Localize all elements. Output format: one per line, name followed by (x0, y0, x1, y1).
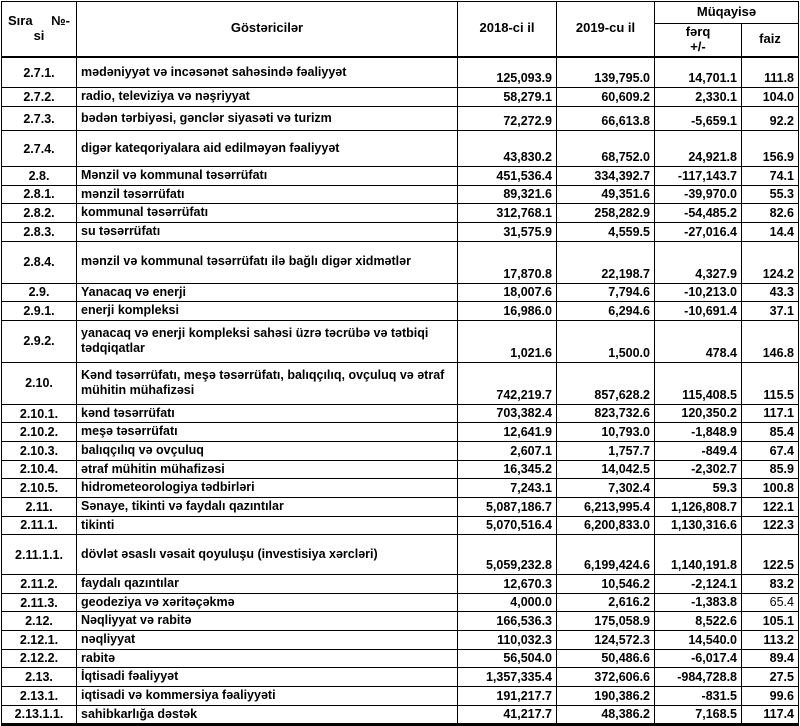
value-diff: 14,701.1 (655, 57, 742, 88)
value-2019: 22,198.7 (557, 241, 655, 283)
column-header-sira-part2: №- (51, 13, 70, 28)
row-label: tikinti (77, 516, 458, 535)
value-2019: 823,732.6 (557, 404, 655, 423)
row-number: 2.10.4. (2, 460, 77, 479)
value-2019: 175,058.9 (557, 612, 655, 631)
value-diff: 59.3 (655, 479, 742, 498)
column-header-sira-part1: Sıra (8, 13, 33, 28)
table-row (2, 423, 799, 442)
row-label: yanacaq və enerji kompleksi sahəsi üzrə təcrübə və tətbiqi tədqiqatlar (77, 320, 458, 362)
value-percent: 146.8 (742, 320, 799, 362)
row-number: 2.11.3. (2, 593, 77, 612)
value-2018: 110,032.3 (458, 631, 557, 650)
row-label: enerji kompleksi (77, 302, 458, 321)
table-row (2, 612, 799, 631)
value-2018: 72,272.9 (458, 107, 557, 131)
row-number: 2.10. (2, 362, 77, 404)
row-number: 2.12.1. (2, 631, 77, 650)
row-label: mədəniyyət və incəsənət sahəsində fəaliyyət (77, 57, 458, 88)
table-row (2, 283, 799, 302)
value-diff: -27,016.4 (655, 222, 742, 241)
value-diff: 1,130,316.6 (655, 516, 742, 535)
value-2019: 372,606.6 (557, 668, 655, 687)
table-row (2, 686, 799, 705)
table-row (2, 631, 799, 650)
row-number: 2.10.3. (2, 442, 77, 461)
value-2018: 17,870.8 (458, 241, 557, 283)
value-percent: 105.1 (742, 612, 799, 631)
value-diff: 14,540.0 (655, 631, 742, 650)
value-diff: -831.5 (655, 686, 742, 705)
row-number: 2.9.2. (2, 320, 77, 362)
row-number: 2.11.2. (2, 575, 77, 594)
table-row (2, 705, 799, 725)
value-percent: 100.8 (742, 479, 799, 498)
row-label: dövlət əsaslı vəsait qoyuluşu (investisiya xərcləri) (77, 535, 458, 575)
value-2018: 18,007.6 (458, 283, 557, 302)
table-row (2, 302, 799, 321)
row-number: 2.10.5. (2, 479, 77, 498)
value-2018: 89,321.6 (458, 185, 557, 204)
column-header-2019: 2019-cu il (557, 2, 655, 57)
value-diff: -1,848.9 (655, 423, 742, 442)
value-percent: 67.4 (742, 442, 799, 461)
value-diff: -849.4 (655, 442, 742, 461)
value-2018: 742,219.7 (458, 362, 557, 404)
value-2018: 2,607.1 (458, 442, 557, 461)
value-2019: 1,500.0 (557, 320, 655, 362)
row-label: faydalı qazıntılar (77, 575, 458, 594)
value-percent: 122.3 (742, 516, 799, 535)
value-diff: 2,330.1 (655, 88, 742, 107)
value-percent: 156.9 (742, 131, 799, 167)
value-diff: 24,921.8 (655, 131, 742, 167)
table-row (2, 593, 799, 612)
value-diff: -1,383.8 (655, 593, 742, 612)
value-diff: -10,213.0 (655, 283, 742, 302)
column-header-diff-line2: +/- (690, 38, 706, 54)
table-body (2, 57, 799, 725)
value-2018: 4,000.0 (458, 593, 557, 612)
value-percent: 55.3 (742, 185, 799, 204)
value-percent: 111.8 (742, 57, 799, 88)
value-diff: 7,168.5 (655, 705, 742, 725)
value-2019: 10,546.2 (557, 575, 655, 594)
table-row (2, 88, 799, 107)
value-diff: 8,522.6 (655, 612, 742, 631)
value-2018: 43,830.2 (458, 131, 557, 167)
value-2019: 60,609.2 (557, 88, 655, 107)
table-row (2, 320, 799, 362)
value-percent: 27.5 (742, 668, 799, 687)
table-row (2, 185, 799, 204)
value-diff: -2,124.1 (655, 575, 742, 594)
value-percent: 99.6 (742, 686, 799, 705)
row-label: sahibkarlığa dəstək (77, 705, 458, 725)
budget-expenditure-table (1, 1, 799, 726)
table-header (2, 2, 799, 57)
value-2019: 1,757.7 (557, 442, 655, 461)
table-row (2, 479, 799, 498)
value-percent: 74.1 (742, 167, 799, 186)
table-row (2, 516, 799, 535)
row-label: rabitə (77, 649, 458, 668)
table-row (2, 57, 799, 88)
value-2018: 312,768.1 (458, 204, 557, 223)
value-2018: 16,345.2 (458, 460, 557, 479)
value-percent: 85.4 (742, 423, 799, 442)
value-percent: 43.3 (742, 283, 799, 302)
table-row (2, 460, 799, 479)
value-2019: 6,213,995.4 (557, 497, 655, 516)
row-number: 2.7.1. (2, 57, 77, 88)
row-label: Mənzil və kommunal təsərrüfatı (77, 167, 458, 186)
value-percent: 14.4 (742, 222, 799, 241)
value-percent: 92.2 (742, 107, 799, 131)
value-2018: 58,279.1 (458, 88, 557, 107)
value-diff: -39,970.0 (655, 185, 742, 204)
value-2018: 703,382.4 (458, 404, 557, 423)
row-number: 2.13.1.1. (2, 705, 77, 725)
value-2019: 49,351.6 (557, 185, 655, 204)
value-diff: 478.4 (655, 320, 742, 362)
value-2019: 2,616.2 (557, 593, 655, 612)
row-number: 2.11.1.1. (2, 535, 77, 575)
table-row (2, 404, 799, 423)
row-number: 2.8.3. (2, 222, 77, 241)
value-percent: 117.4 (742, 705, 799, 725)
row-number: 2.7.3. (2, 107, 77, 131)
value-2018: 1,357,335.4 (458, 668, 557, 687)
column-header-diff-line1: fərq (685, 24, 711, 39)
value-2019: 66,613.8 (557, 107, 655, 131)
value-2019: 10,793.0 (557, 423, 655, 442)
row-number: 2.11.1. (2, 516, 77, 535)
row-number: 2.12.2. (2, 649, 77, 668)
row-label: kənd təsərrüfatı (77, 404, 458, 423)
row-number: 2.9.1. (2, 302, 77, 321)
value-diff: 4,327.9 (655, 241, 742, 283)
value-percent: 124.2 (742, 241, 799, 283)
table-row (2, 167, 799, 186)
row-number: 2.12. (2, 612, 77, 631)
column-header-indicators: Göstəricilər (77, 2, 458, 57)
row-number: 2.7.4. (2, 131, 77, 167)
value-diff: -2,302.7 (655, 460, 742, 479)
table-row (2, 575, 799, 594)
value-percent: 65.4 (742, 593, 799, 612)
value-2019: 48,386.2 (557, 705, 655, 725)
value-2018: 56,504.0 (458, 649, 557, 668)
row-label: Yanacaq və enerji (77, 283, 458, 302)
value-diff: -117,143.7 (655, 167, 742, 186)
row-number: 2.8.4. (2, 241, 77, 283)
row-number: 2.11. (2, 497, 77, 516)
row-label: bədən tərbiyəsi, gənclər siyasəti və turizm (77, 107, 458, 131)
value-2018: 1,021.6 (458, 320, 557, 362)
value-2018: 41,217.7 (458, 705, 557, 725)
column-header-sira (2, 2, 77, 57)
row-label: nəqliyyat (77, 631, 458, 650)
value-percent: 104.0 (742, 88, 799, 107)
value-2018: 31,575.9 (458, 222, 557, 241)
row-label: mənzil və kommunal təsərrüfatı ilə bağlı digər xidmətlər (77, 241, 458, 283)
value-percent: 117.1 (742, 404, 799, 423)
value-2018: 12,641.9 (458, 423, 557, 442)
value-diff: 1,126,808.7 (655, 497, 742, 516)
row-number: 2.13.1. (2, 686, 77, 705)
row-label: İqtisadi fəaliyyət (77, 668, 458, 687)
value-diff: -10,691.4 (655, 302, 742, 321)
table-row (2, 442, 799, 461)
row-label: digər kateqoriyalara aid edilməyən fəaliyyət (77, 131, 458, 167)
value-2019: 68,752.0 (557, 131, 655, 167)
value-percent: 122.5 (742, 535, 799, 575)
value-diff: -5,659.1 (655, 107, 742, 131)
column-header-sira-part3: si (33, 27, 45, 43)
column-header-comparison: Müqayisə (655, 2, 799, 24)
value-percent: 82.6 (742, 204, 799, 223)
value-percent: 83.2 (742, 575, 799, 594)
row-number: 2.8.1. (2, 185, 77, 204)
row-label: ətraf mühitin mühafizəsi (77, 460, 458, 479)
table-row (2, 535, 799, 575)
row-label: Sənaye, tikinti və faydalı qazıntılar (77, 497, 458, 516)
value-2018: 191,217.7 (458, 686, 557, 705)
value-percent: 85.9 (742, 460, 799, 479)
column-header-diff (655, 24, 742, 57)
row-label: meşə təsərrüfatı (77, 423, 458, 442)
value-2018: 12,670.3 (458, 575, 557, 594)
value-2019: 139,795.0 (557, 57, 655, 88)
row-label: balıqçılıq və ovçuluq (77, 442, 458, 461)
row-label: mənzil təsərrüfatı (77, 185, 458, 204)
row-label: hidrometeorologiya tədbirləri (77, 479, 458, 498)
value-2018: 5,087,186.7 (458, 497, 557, 516)
value-2019: 7,794.6 (557, 283, 655, 302)
row-number: 2.9. (2, 283, 77, 302)
value-2018: 5,059,232.8 (458, 535, 557, 575)
value-percent: 89.4 (742, 649, 799, 668)
column-header-percent: faiz (742, 24, 799, 57)
value-2019: 50,486.6 (557, 649, 655, 668)
row-number: 2.8.2. (2, 204, 77, 223)
value-percent: 113.2 (742, 631, 799, 650)
row-label: kommunal təsərrüfatı (77, 204, 458, 223)
value-diff: 115,408.5 (655, 362, 742, 404)
row-label: su təsərrüfatı (77, 222, 458, 241)
value-2018: 451,536.4 (458, 167, 557, 186)
value-diff: 120,350.2 (655, 404, 742, 423)
row-number: 2.10.1. (2, 404, 77, 423)
table-row (2, 241, 799, 283)
value-2019: 4,559.5 (557, 222, 655, 241)
value-percent: 37.1 (742, 302, 799, 321)
table-row (2, 362, 799, 404)
row-number: 2.8. (2, 167, 77, 186)
value-2019: 14,042.5 (557, 460, 655, 479)
value-diff: -984,728.8 (655, 668, 742, 687)
value-percent: 115.5 (742, 362, 799, 404)
row-label: radio, televiziya və nəşriyyat (77, 88, 458, 107)
row-number: 2.10.2. (2, 423, 77, 442)
row-label: geodeziya və xəritəçəkmə (77, 593, 458, 612)
value-diff: 1,140,191.8 (655, 535, 742, 575)
table-row (2, 497, 799, 516)
value-2018: 16,986.0 (458, 302, 557, 321)
value-2018: 166,536.3 (458, 612, 557, 631)
value-diff: -54,485.2 (655, 204, 742, 223)
value-percent: 122.1 (742, 497, 799, 516)
value-2019: 190,386.2 (557, 686, 655, 705)
row-label: iqtisadi və kommersiya fəaliyyəti (77, 686, 458, 705)
row-label: Nəqliyyat və rabitə (77, 612, 458, 631)
row-label: Kənd təsərrüfatı, meşə təsərrüfatı, balıqçılıq, ovçuluq və ətraf mühitin mühafizəsi (77, 362, 458, 404)
value-diff: -6,017.4 (655, 649, 742, 668)
value-2019: 6,294.6 (557, 302, 655, 321)
value-2019: 258,282.9 (557, 204, 655, 223)
table-row (2, 222, 799, 241)
value-2019: 7,302.4 (557, 479, 655, 498)
value-2018: 125,093.9 (458, 57, 557, 88)
value-2019: 124,572.3 (557, 631, 655, 650)
row-number: 2.7.2. (2, 88, 77, 107)
table-row (2, 204, 799, 223)
table-row (2, 668, 799, 687)
column-header-2018: 2018-ci il (458, 2, 557, 57)
table-row (2, 649, 799, 668)
value-2019: 6,200,833.0 (557, 516, 655, 535)
value-2018: 5,070,516.4 (458, 516, 557, 535)
value-2019: 6,199,424.6 (557, 535, 655, 575)
value-2018: 7,243.1 (458, 479, 557, 498)
value-2019: 857,628.2 (557, 362, 655, 404)
table-row (2, 131, 799, 167)
row-number: 2.13. (2, 668, 77, 687)
value-2019: 334,392.7 (557, 167, 655, 186)
table-row (2, 107, 799, 131)
